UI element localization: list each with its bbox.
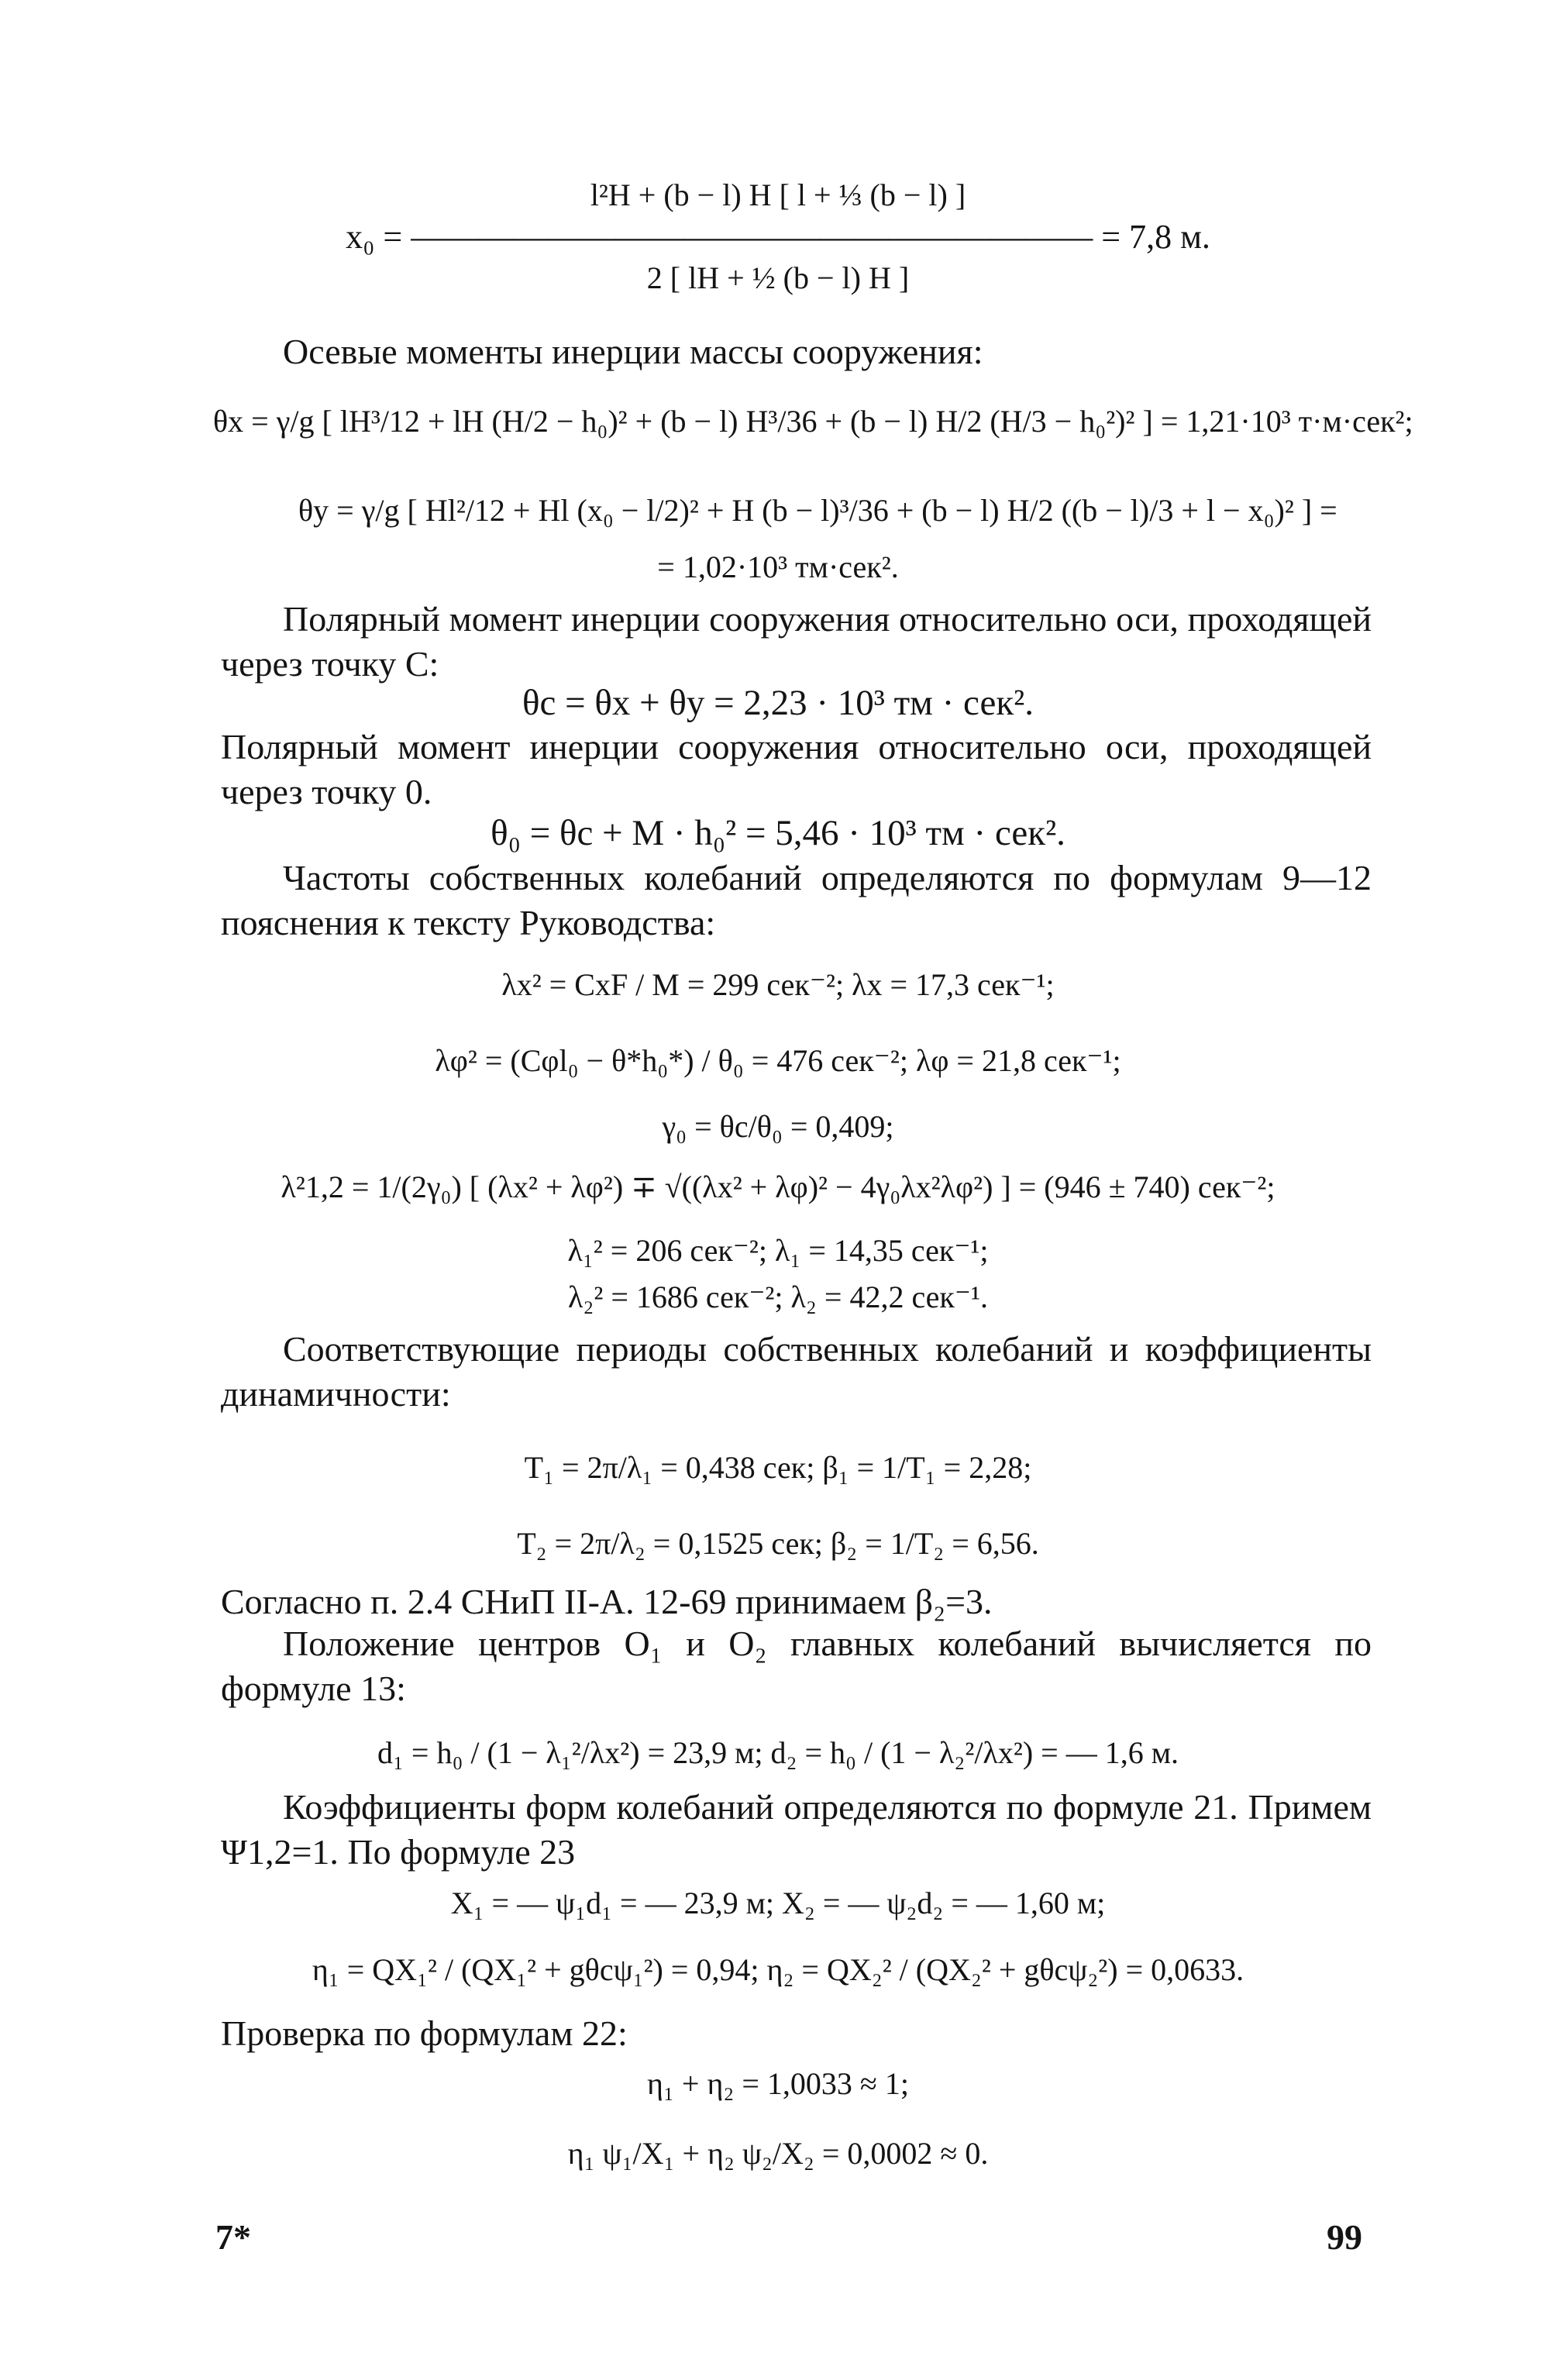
paragraph-natural-frequencies: Частоты собственных колебаний определяются по формулам 9—12 пояснения к тексту Руководства:: [221, 858, 1372, 942]
paragraph-axial-moments: Осевые моменты инерции массы сооружения:: [283, 332, 983, 371]
formula-x0-result: x₀ = ———————————————————— = 7,8 м.: [346, 218, 1210, 256]
formula-theta-0: θ₀ = θc + M · h₀² = 5,46 · 10³ тм · сек².: [491, 813, 1065, 853]
formula-t2-beta2: T₂ = 2π/λ₂ = 0,1525 сек; β₂ = 1/T₂ = 6,56.: [517, 1526, 1039, 1561]
formula-eta: η₁ = QX₁² / (QX₁² + gθcψ₁²) = 0,94; η₂ = QX₂² / (QX₂² + gθcψ₂²) = 0,0633.: [312, 1952, 1244, 1987]
paragraph-snip: Согласно п. 2.4 СНиП II-А. 12-69 принимаем β₂=3.: [221, 1582, 993, 1621]
paragraph-centers: Положение центров O₁ и O₂ главных колебаний вычисляется по формуле 13:: [221, 1624, 1372, 1708]
formula-theta-c: θc = θx + θy = 2,23 · 10³ тм · сек².: [522, 683, 1034, 723]
paragraph-periods: Соответствующие периоды собственных колебаний и коэффициенты динамичности:: [221, 1329, 1372, 1414]
formula-t1-beta1: T₁ = 2π/λ₁ = 0,438 сек; β₁ = 1/T₁ = 2,28;: [524, 1450, 1032, 1485]
paragraph-polar-c: Полярный момент инерции сооружения относительно оси, проходящей через точку C:: [221, 599, 1372, 684]
paragraph-verification: Проверка по формулам 22:: [221, 2013, 628, 2053]
paragraph-polar-0: Полярный момент инерции сооружения относительно оси, проходящей через точку 0.: [221, 727, 1372, 811]
formula-theta-y-line2: = 1,02·10³ тм·сек².: [657, 549, 899, 584]
formula-lambda-12: λ²1,2 = 1/(2γ₀) [ (λx² + λφ²) ∓ √((λx² + λφ)² − 4γ₀λx²λφ²) ] = (946 ± 740) сек⁻²;: [281, 1169, 1275, 1204]
formula-lambda-phi: λφ² = (Cφl₀ − θ*h₀*) / θ₀ = 476 сек⁻²; λφ = 21,8 сек⁻¹;: [435, 1043, 1121, 1078]
formula-check-2: η₁ ψ₁/X₁ + η₂ ψ₂/X₂ = 0,0002 ≈ 0.: [567, 2136, 989, 2171]
signature-mark: 7*: [215, 2217, 251, 2257]
formula-lambda-x: λx² = CxF / M = 299 сек⁻²; λx = 17,3 сек⁻¹;: [501, 967, 1055, 1002]
formula-check-1: η₁ + η₂ = 1,0033 ≈ 1;: [647, 2066, 909, 2101]
formula-x: X₁ = — ψ₁d₁ = — 23,9 м; X₂ = — ψ₂d₂ = — 1,60 м;: [450, 1886, 1106, 1920]
formula-d: d₁ = h₀ / (1 − λ₁²/λx²) = 23,9 м; d₂ = h₀ / (1 − λ₂²/λx²) = — 1,6 м.: [377, 1735, 1179, 1770]
formula-theta-y-line1: θy = γ/g [ Hl²/12 + Hl (x₀ − l/2)² + H (b − l)³/36 + (b − l) H/2 ((b − l)/3 + l − x₀)² ] =: [298, 493, 1337, 528]
formula-x0-numerator: l²H + (b − l) H [ l + ⅓ (b − l) ]: [590, 177, 966, 212]
formula-x0-denominator: 2 [ lH + ½ (b − l) H ]: [646, 260, 910, 295]
formula-lambda-1: λ₁² = 206 сек⁻²; λ₁ = 14,35 сек⁻¹;: [567, 1233, 989, 1268]
page-number: 99: [1327, 2217, 1362, 2257]
formula-lambda-2: λ₂² = 1686 сек⁻²; λ₂ = 42,2 сек⁻¹.: [568, 1280, 988, 1314]
formula-gamma0: γ₀ = θc/θ₀ = 0,409;: [662, 1109, 894, 1144]
formula-theta-x: θx = γ/g [ lH³/12 + lH (H/2 − h₀)² + (b − l) H³/36 + (b − l) H/2 (H/3 − h₀²)² ] = 1,21·10³ т·м·сек²;: [213, 404, 1413, 439]
paragraph-mode-shapes: Коэффициенты форм колебаний определяются по формуле 21. Примем Ψ1,2=1. По формуле 23: [221, 1787, 1372, 1872]
